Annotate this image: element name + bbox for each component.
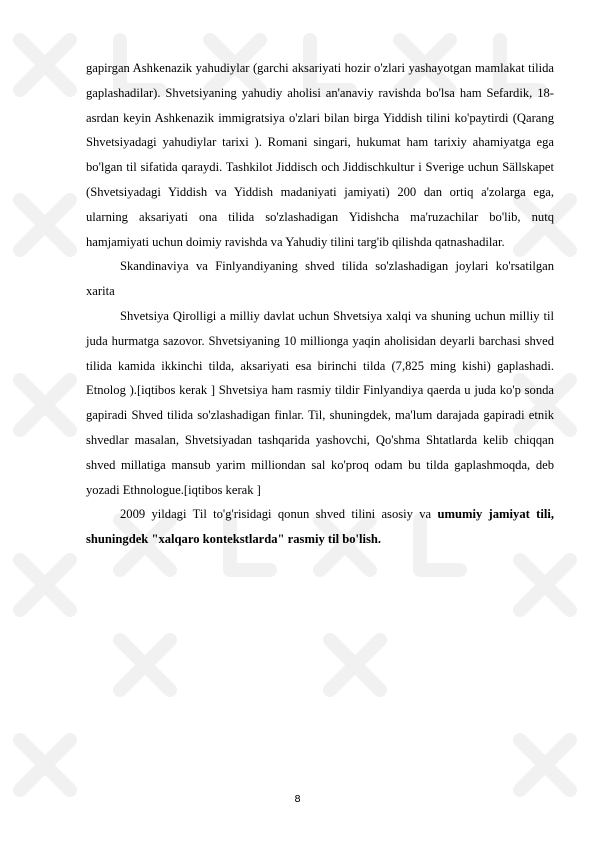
paragraph-1: gapirgan Ashkenazik yahudiylar (garchi aksariyati hozir o'zlari yashayotgan mamlakat tilida gaplashadilar). Shvetsiyaning yahudiy aholisi an'anaviy ravishda bo'lsa ham Sefardik, 18-asrdan keyin Ashkenazik immigratsiya o'zlari bilan birga Yiddish tilini ko'paytirdi (Qarang Shvetsiyadagi yahudiylar tarixi ). Romani singari, hukumat ham tarixiy ahamiyatga ega bo'lgan til sifatida qaraydi. Tashkilot Jiddisch och Jiddischkultur i Sverige uchun Sällskapet (Shvetsiyadagi Yiddish va Yiddish madaniyati jamiyati) 200 dan ortiq a'zolarga ega, ularning aksariyati ona tilida so'zlashadigan Yidishcha ma'ruzachilar bo'lib, nutq hamjamiyati uchun doimiy ravishda va Yahudiy tilini targ'ib qilishda qatnashadilar. [86,61,554,249]
page-number: 8 [294,794,301,805]
document-body [86,56,554,552]
paragraph-2: Skandinaviya va Finlyandiyaning shved tilida so'zlashadigan joylari ko'rsatilgan xarita [86,259,554,299]
paragraph-4-bold-text: umumiy jamiyat tili, shuningdek "xalqaro kontekstlarda" rasmiy til bo'lish. [86,507,554,547]
paragraph-3: Shvetsiya Qirolligi a milliy davlat uchun Shvetsiya xalqi va shuning uchun milliy til juda hurmatga sazovor. Shvetsiyaning 10 millionga yaqin aholisidan deyarli barchasi shved tilida kamida ikkinchi tilda, aksariyati esa birinchi tilda (7,825 ming kishi) gaplashadi. Etnolog ).[iqtibos kerak ] Shvetsiya ham rasmiy tildir Finlyandiya qaerda u juda ko'p sonda gapiradi Shved tilida so'zlashadigan finlar. Til, shuningdek, ma'lum darajada gapiradi etnik shvedlar masalan, Shvetsiyadan tashqarida yashovchi, Qo'shma Shtatlarda kelib chiqqan shved millatiga mansub yarim milliondan sal ko'proq odam bu tilda gaplashmoqda, deb yozadi Ethnologue.[iqtibos kerak ] [86,308,554,497]
paragraph-4 [86,502,554,552]
paragraph-4-text: 2009 yildagi Til to'g'risidagi qonun shved tilini asosiy va [120,507,438,522]
